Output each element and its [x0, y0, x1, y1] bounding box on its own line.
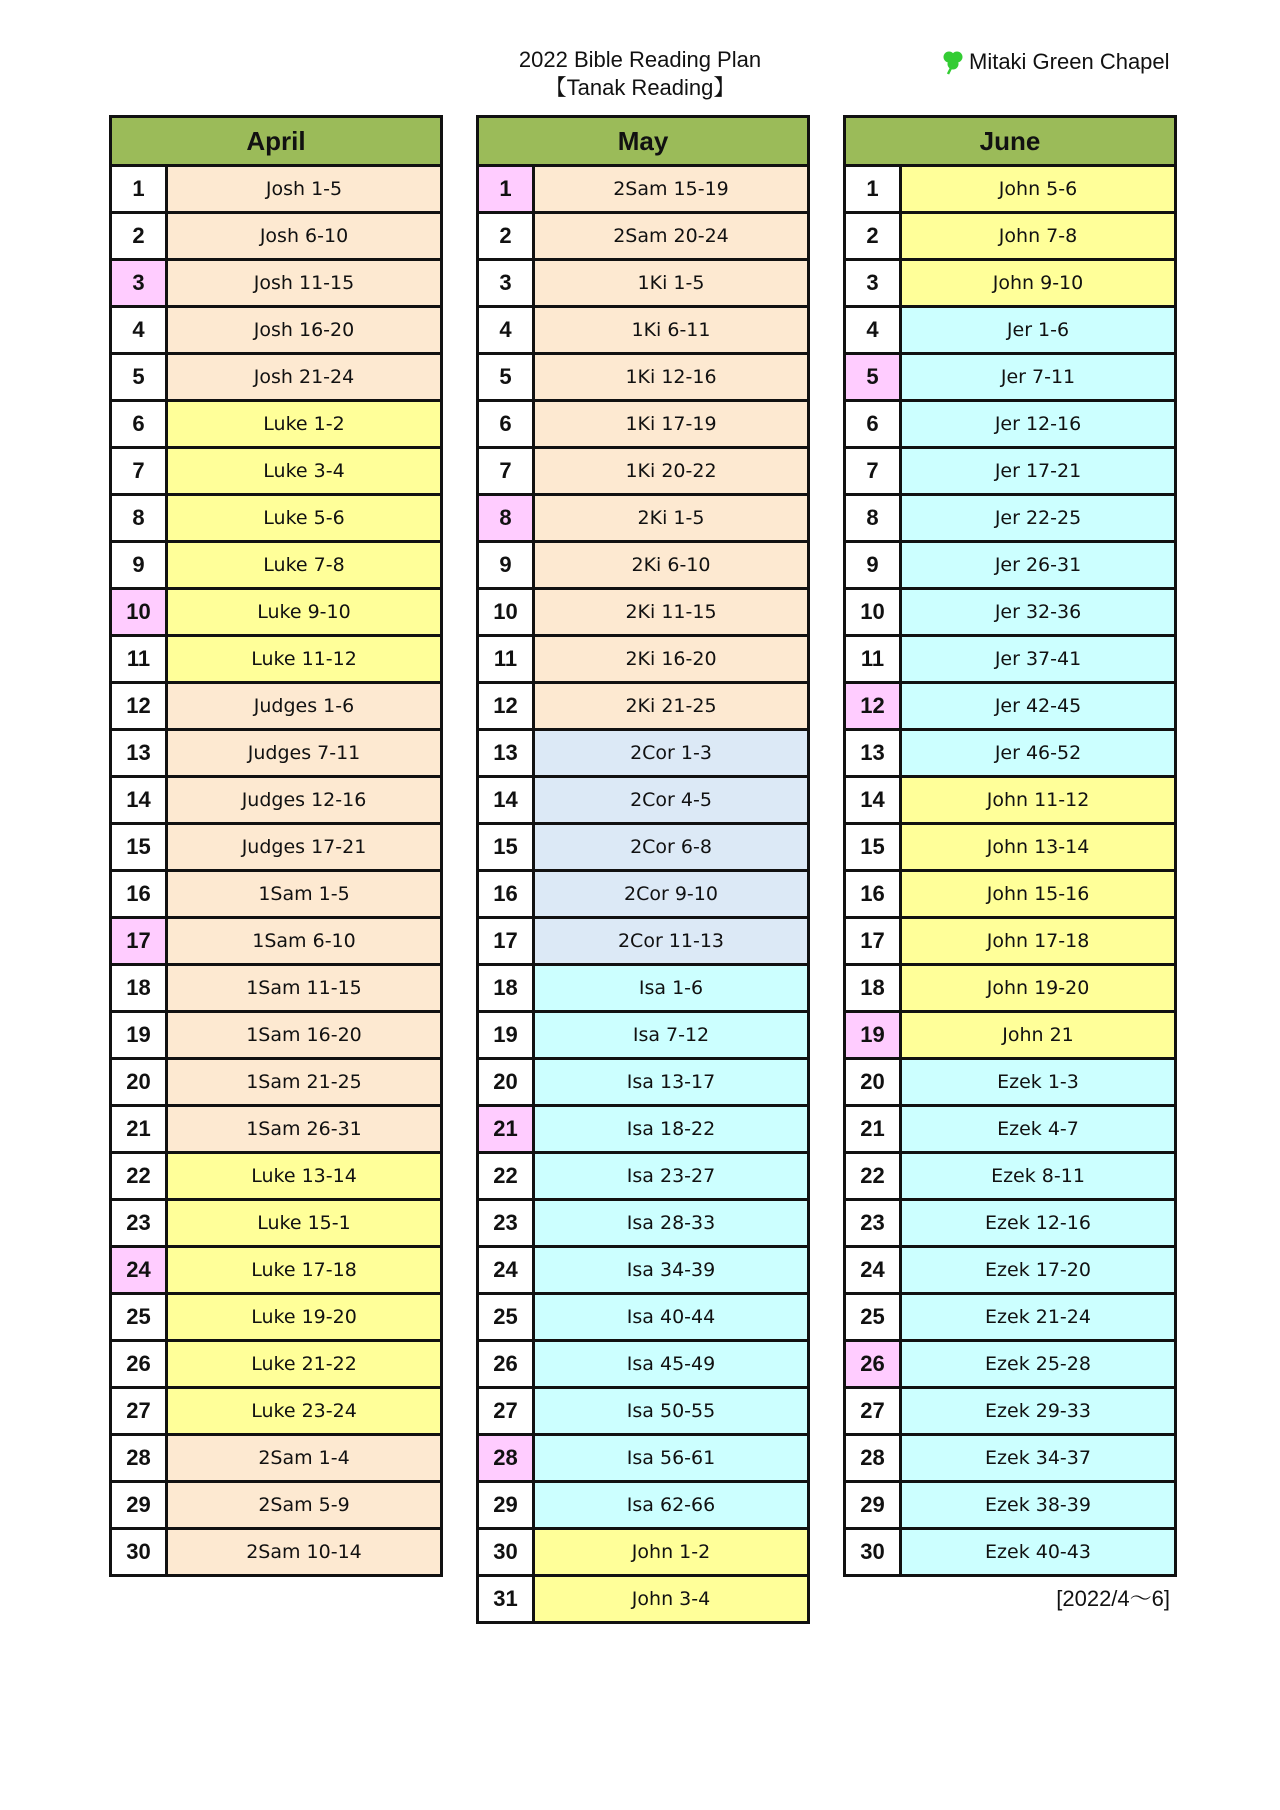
day-number: 11 — [479, 637, 535, 681]
table-row — [846, 355, 1174, 402]
day-number: 13 — [112, 731, 168, 775]
table-row — [112, 402, 440, 449]
table-row — [112, 1342, 440, 1389]
table-row — [112, 1530, 440, 1577]
day-number: 18 — [846, 966, 902, 1010]
table-row — [112, 1154, 440, 1201]
day-number: 15 — [112, 825, 168, 869]
reading-cell: 2Cor 6-8 — [535, 825, 807, 869]
reading-cell: Luke 9-10 — [168, 590, 440, 634]
reading-cell: John 21 — [902, 1013, 1174, 1057]
table-row — [479, 684, 807, 731]
reading-cell: Luke 5-6 — [168, 496, 440, 540]
day-number: 4 — [112, 308, 168, 352]
day-number: 30 — [479, 1530, 535, 1574]
table-row — [112, 1201, 440, 1248]
table-row — [112, 966, 440, 1013]
table-row — [479, 308, 807, 355]
day-number: 9 — [479, 543, 535, 587]
reading-cell: Josh 11-15 — [168, 261, 440, 305]
title-line-2: 【Tanak Reading】 — [544, 75, 736, 100]
table-row — [112, 214, 440, 261]
reading-cell: Ezek 4-7 — [902, 1107, 1174, 1151]
day-number: 26 — [479, 1342, 535, 1386]
month-header: June — [846, 118, 1174, 167]
day-number-sunday: 17 — [112, 919, 168, 963]
table-row — [479, 1201, 807, 1248]
table-row — [846, 496, 1174, 543]
table-row — [846, 637, 1174, 684]
table-row — [846, 1107, 1174, 1154]
reading-cell: John 15-16 — [902, 872, 1174, 916]
day-number: 22 — [846, 1154, 902, 1198]
table-row — [479, 1154, 807, 1201]
table-row — [112, 919, 440, 966]
reading-cell: 2Ki 21-25 — [535, 684, 807, 728]
day-number: 28 — [112, 1436, 168, 1480]
table-row — [846, 402, 1174, 449]
reading-cell: 1Ki 17-19 — [535, 402, 807, 446]
table-row — [479, 825, 807, 872]
reading-cell: Isa 1-6 — [535, 966, 807, 1010]
day-number: 15 — [846, 825, 902, 869]
day-number: 31 — [479, 1577, 535, 1621]
day-number: 27 — [846, 1389, 902, 1433]
reading-cell: 1Sam 11-15 — [168, 966, 440, 1010]
table-row — [479, 919, 807, 966]
day-number: 8 — [112, 496, 168, 540]
table-row — [479, 590, 807, 637]
table-row — [479, 402, 807, 449]
table-row — [846, 261, 1174, 308]
table-row — [479, 261, 807, 308]
day-number: 26 — [112, 1342, 168, 1386]
reading-cell: Jer 32-36 — [902, 590, 1174, 634]
table-row — [112, 308, 440, 355]
reading-cell: John 17-18 — [902, 919, 1174, 963]
day-number: 5 — [479, 355, 535, 399]
day-number-sunday: 24 — [112, 1248, 168, 1292]
table-row — [112, 167, 440, 214]
table-row — [112, 731, 440, 778]
day-number: 11 — [112, 637, 168, 681]
reading-cell: Jer 1-6 — [902, 308, 1174, 352]
table-row — [846, 1060, 1174, 1107]
table-row — [479, 1248, 807, 1295]
day-number: 23 — [846, 1201, 902, 1245]
reading-cell: Jer 46-52 — [902, 731, 1174, 775]
reading-cell: Luke 7-8 — [168, 543, 440, 587]
table-row — [846, 590, 1174, 637]
day-number: 1 — [846, 167, 902, 211]
clover-icon — [940, 49, 966, 75]
reading-cell: Judges 12-16 — [168, 778, 440, 822]
day-number: 11 — [846, 637, 902, 681]
day-number: 22 — [112, 1154, 168, 1198]
reading-cell: 2Ki 11-15 — [535, 590, 807, 634]
day-number: 10 — [846, 590, 902, 634]
table-row — [479, 1342, 807, 1389]
day-number-sunday: 10 — [112, 590, 168, 634]
reading-cell: 1Sam 26-31 — [168, 1107, 440, 1151]
reading-cell: Ezek 40-43 — [902, 1530, 1174, 1574]
reading-cell: 1Ki 12-16 — [535, 355, 807, 399]
table-row — [479, 449, 807, 496]
reading-cell: Luke 13-14 — [168, 1154, 440, 1198]
day-number: 7 — [479, 449, 535, 493]
day-number-sunday: 5 — [846, 355, 902, 399]
day-number: 28 — [846, 1436, 902, 1480]
reading-cell: 1Ki 20-22 — [535, 449, 807, 493]
day-number: 3 — [479, 261, 535, 305]
reading-cell: Judges 7-11 — [168, 731, 440, 775]
day-number: 4 — [846, 308, 902, 352]
day-number-sunday: 1 — [479, 167, 535, 211]
table-row — [112, 1107, 440, 1154]
table-row — [846, 684, 1174, 731]
reading-cell: Ezek 25-28 — [902, 1342, 1174, 1386]
table-row — [479, 1436, 807, 1483]
day-number: 2 — [846, 214, 902, 258]
day-number: 12 — [479, 684, 535, 728]
day-number: 29 — [479, 1483, 535, 1527]
day-number: 25 — [479, 1295, 535, 1339]
day-number: 14 — [846, 778, 902, 822]
reading-cell: 1Sam 16-20 — [168, 1013, 440, 1057]
day-number: 29 — [112, 1483, 168, 1527]
reading-cell: Jer 26-31 — [902, 543, 1174, 587]
table-row — [112, 449, 440, 496]
reading-cell: John 19-20 — [902, 966, 1174, 1010]
table-row — [112, 261, 440, 308]
reading-cell: Isa 56-61 — [535, 1436, 807, 1480]
table-row — [846, 731, 1174, 778]
reading-cell: Ezek 12-16 — [902, 1201, 1174, 1245]
table-row — [479, 214, 807, 261]
day-number: 17 — [479, 919, 535, 963]
day-number: 7 — [846, 449, 902, 493]
table-row — [479, 1060, 807, 1107]
day-number: 9 — [112, 543, 168, 587]
table-row — [846, 543, 1174, 590]
table-row — [846, 1154, 1174, 1201]
table-row — [846, 449, 1174, 496]
brand-name: Mitaki Green Chapel — [969, 49, 1170, 74]
day-number: 6 — [112, 402, 168, 446]
table-row — [112, 1248, 440, 1295]
day-number: 19 — [479, 1013, 535, 1057]
table-row — [846, 872, 1174, 919]
month-table-april — [109, 115, 443, 1577]
reading-cell: 2Cor 11-13 — [535, 919, 807, 963]
table-row — [846, 825, 1174, 872]
table-row — [112, 543, 440, 590]
day-number: 27 — [112, 1389, 168, 1433]
day-number: 1 — [112, 167, 168, 211]
reading-cell: 2Cor 9-10 — [535, 872, 807, 916]
reading-cell: Luke 17-18 — [168, 1248, 440, 1292]
day-number: 5 — [112, 355, 168, 399]
reading-cell: Jer 42-45 — [902, 684, 1174, 728]
day-number: 17 — [846, 919, 902, 963]
page-title — [440, 46, 840, 102]
reading-cell: Ezek 38-39 — [902, 1483, 1174, 1527]
day-number: 23 — [112, 1201, 168, 1245]
reading-cell: Ezek 34-37 — [902, 1436, 1174, 1480]
day-number: 23 — [479, 1201, 535, 1245]
table-row — [846, 214, 1174, 261]
month-header: April — [112, 118, 440, 167]
day-number: 16 — [846, 872, 902, 916]
reading-cell: 2Sam 5-9 — [168, 1483, 440, 1527]
table-row — [479, 496, 807, 543]
reading-cell: John 9-10 — [902, 261, 1174, 305]
day-number-sunday: 26 — [846, 1342, 902, 1386]
table-row — [112, 496, 440, 543]
day-number: 22 — [479, 1154, 535, 1198]
reading-cell: 1Sam 6-10 — [168, 919, 440, 963]
table-row — [846, 1389, 1174, 1436]
table-row — [479, 167, 807, 214]
reading-cell: John 11-12 — [902, 778, 1174, 822]
reading-cell: 1Sam 1-5 — [168, 872, 440, 916]
reading-cell: Isa 18-22 — [535, 1107, 807, 1151]
table-row — [846, 1201, 1174, 1248]
reading-cell: Isa 7-12 — [535, 1013, 807, 1057]
day-number-sunday: 8 — [479, 496, 535, 540]
reading-cell: Isa 28-33 — [535, 1201, 807, 1245]
day-number: 29 — [846, 1483, 902, 1527]
day-number: 21 — [112, 1107, 168, 1151]
reading-cell: Josh 6-10 — [168, 214, 440, 258]
reading-cell: John 7-8 — [902, 214, 1174, 258]
reading-cell: Ezek 29-33 — [902, 1389, 1174, 1433]
table-row — [112, 590, 440, 637]
table-row — [112, 1060, 440, 1107]
reading-cell: 2Ki 16-20 — [535, 637, 807, 681]
table-row — [846, 1342, 1174, 1389]
day-number: 20 — [112, 1060, 168, 1104]
day-number: 8 — [846, 496, 902, 540]
day-number: 14 — [479, 778, 535, 822]
day-number: 9 — [846, 543, 902, 587]
reading-cell: 1Sam 21-25 — [168, 1060, 440, 1104]
day-number: 25 — [846, 1295, 902, 1339]
table-row — [846, 1248, 1174, 1295]
reading-cell: Judges 1-6 — [168, 684, 440, 728]
table-row — [479, 731, 807, 778]
day-number: 30 — [846, 1530, 902, 1574]
day-number: 18 — [112, 966, 168, 1010]
table-row — [112, 1436, 440, 1483]
table-row — [112, 637, 440, 684]
reading-cell: Josh 16-20 — [168, 308, 440, 352]
reading-cell: Jer 22-25 — [902, 496, 1174, 540]
day-number: 2 — [479, 214, 535, 258]
reading-cell: Ezek 21-24 — [902, 1295, 1174, 1339]
reading-cell: Ezek 17-20 — [902, 1248, 1174, 1292]
reading-cell: John 3-4 — [535, 1577, 807, 1621]
day-number: 20 — [479, 1060, 535, 1104]
day-number: 7 — [112, 449, 168, 493]
reading-cell: Ezek 8-11 — [902, 1154, 1174, 1198]
table-row — [846, 966, 1174, 1013]
reading-cell: 1Ki 6-11 — [535, 308, 807, 352]
reading-cell: Isa 45-49 — [535, 1342, 807, 1386]
day-number: 13 — [479, 731, 535, 775]
table-row — [112, 1389, 440, 1436]
reading-cell: Luke 23-24 — [168, 1389, 440, 1433]
day-number: 10 — [479, 590, 535, 634]
reading-cell: Luke 19-20 — [168, 1295, 440, 1339]
reading-cell: Josh 21-24 — [168, 355, 440, 399]
day-number-sunday: 12 — [846, 684, 902, 728]
reading-cell: 2Cor 1-3 — [535, 731, 807, 775]
table-row — [846, 778, 1174, 825]
reading-cell: John 5-6 — [902, 167, 1174, 211]
title-line-1: 2022 Bible Reading Plan — [518, 47, 762, 72]
month-header: May — [479, 118, 807, 167]
reading-cell: Josh 1-5 — [168, 167, 440, 211]
day-number: 18 — [479, 966, 535, 1010]
reading-cell: Luke 3-4 — [168, 449, 440, 493]
table-row — [112, 355, 440, 402]
day-number: 24 — [479, 1248, 535, 1292]
reading-cell: Jer 37-41 — [902, 637, 1174, 681]
reading-cell: 2Sam 15-19 — [535, 167, 807, 211]
reading-cell: Luke 15-1 — [168, 1201, 440, 1245]
reading-cell: Jer 7-11 — [902, 355, 1174, 399]
reading-cell: Isa 40-44 — [535, 1295, 807, 1339]
table-row — [479, 778, 807, 825]
table-row — [112, 1483, 440, 1530]
reading-cell: 2Sam 10-14 — [168, 1530, 440, 1574]
reading-cell: 2Ki 6-10 — [535, 543, 807, 587]
reading-cell: Isa 50-55 — [535, 1389, 807, 1433]
table-row — [112, 825, 440, 872]
day-number: 19 — [112, 1013, 168, 1057]
reading-cell: Isa 62-66 — [535, 1483, 807, 1527]
table-row — [846, 308, 1174, 355]
table-row — [112, 684, 440, 731]
table-row — [479, 1107, 807, 1154]
reading-cell: 1Ki 1-5 — [535, 261, 807, 305]
day-number: 25 — [112, 1295, 168, 1339]
table-row — [479, 1577, 807, 1624]
table-row — [479, 1013, 807, 1060]
table-row — [112, 778, 440, 825]
reading-cell: Luke 1-2 — [168, 402, 440, 446]
table-row — [479, 1295, 807, 1342]
reading-cell: Luke 11-12 — [168, 637, 440, 681]
table-row — [479, 637, 807, 684]
table-row — [846, 1530, 1174, 1577]
day-number: 15 — [479, 825, 535, 869]
table-row — [846, 1436, 1174, 1483]
day-number: 27 — [479, 1389, 535, 1433]
day-number: 20 — [846, 1060, 902, 1104]
reading-cell: 2Cor 4-5 — [535, 778, 807, 822]
reading-cell: Isa 23-27 — [535, 1154, 807, 1198]
reading-cell: 2Ki 1-5 — [535, 496, 807, 540]
period-note: [2022/4～6] — [1056, 1586, 1170, 1611]
day-number: 3 — [846, 261, 902, 305]
table-row — [846, 1013, 1174, 1060]
month-table-may — [476, 115, 810, 1624]
reading-cell: 2Sam 1-4 — [168, 1436, 440, 1480]
day-number: 30 — [112, 1530, 168, 1574]
reading-cell: John 13-14 — [902, 825, 1174, 869]
day-number-sunday: 28 — [479, 1436, 535, 1480]
table-row — [112, 1013, 440, 1060]
table-row — [112, 872, 440, 919]
reading-cell: Ezek 1-3 — [902, 1060, 1174, 1104]
table-row — [112, 1295, 440, 1342]
table-row — [846, 1483, 1174, 1530]
table-row — [846, 1295, 1174, 1342]
day-number: 13 — [846, 731, 902, 775]
day-number: 6 — [846, 402, 902, 446]
day-number-sunday: 19 — [846, 1013, 902, 1057]
reading-cell: Luke 21-22 — [168, 1342, 440, 1386]
table-row — [479, 543, 807, 590]
table-row — [846, 167, 1174, 214]
table-row — [479, 1483, 807, 1530]
day-number: 2 — [112, 214, 168, 258]
day-number-sunday: 21 — [479, 1107, 535, 1151]
day-number-sunday: 3 — [112, 261, 168, 305]
table-row — [846, 919, 1174, 966]
table-row — [479, 872, 807, 919]
reading-cell: Jer 12-16 — [902, 402, 1174, 446]
table-row — [479, 355, 807, 402]
day-number: 16 — [112, 872, 168, 916]
reading-cell: 2Sam 20-24 — [535, 214, 807, 258]
reading-cell: Isa 34-39 — [535, 1248, 807, 1292]
reading-cell: Isa 13-17 — [535, 1060, 807, 1104]
table-row — [479, 1530, 807, 1577]
day-number: 12 — [112, 684, 168, 728]
day-number: 21 — [846, 1107, 902, 1151]
reading-cell: John 1-2 — [535, 1530, 807, 1574]
table-row — [479, 966, 807, 1013]
reading-cell: Jer 17-21 — [902, 449, 1174, 493]
day-number: 16 — [479, 872, 535, 916]
day-number: 6 — [479, 402, 535, 446]
table-row — [479, 1389, 807, 1436]
day-number: 4 — [479, 308, 535, 352]
day-number: 14 — [112, 778, 168, 822]
month-table-june — [843, 115, 1177, 1577]
reading-cell: Judges 17-21 — [168, 825, 440, 869]
brand — [940, 48, 1170, 76]
day-number: 24 — [846, 1248, 902, 1292]
